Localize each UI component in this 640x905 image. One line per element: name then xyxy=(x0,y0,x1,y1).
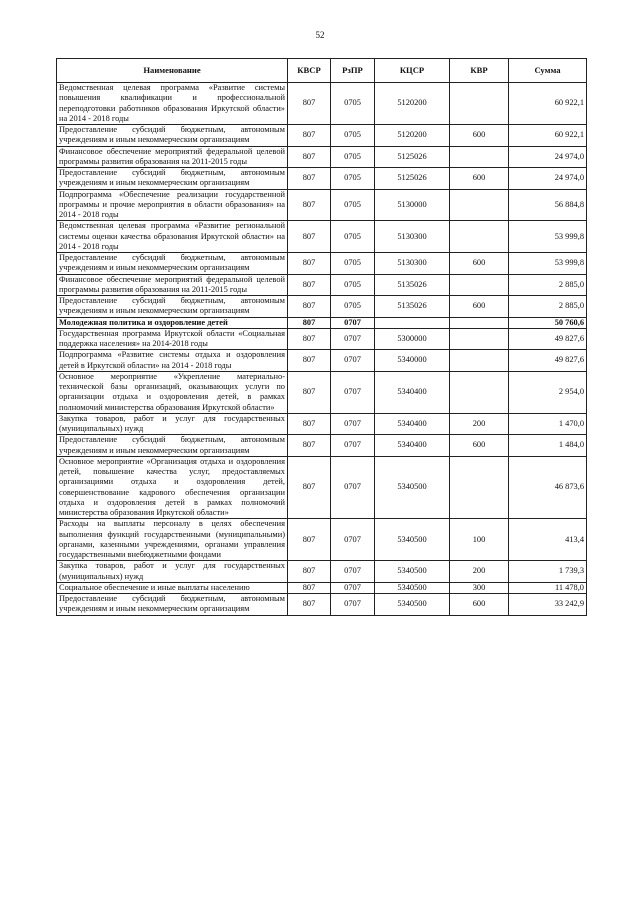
cell-kvsr: 807 xyxy=(288,582,331,593)
cell-kvsr: 807 xyxy=(288,168,331,190)
cell-kvr: 200 xyxy=(450,561,509,583)
cell-name: Предоставление субсидий бюджетным, автономным учреждениям и иным некоммерческим организациям xyxy=(57,296,288,318)
cell-kvr: 600 xyxy=(450,594,509,616)
cell-kcsr: 5120200 xyxy=(375,83,450,125)
cell-kcsr: 5130000 xyxy=(375,189,450,221)
cell-name: Расходы на выплаты персоналу в целях обеспечения выполнения функций государственными (муниципальными) органами, казенными учреждениями, органами управления государственными внебюджетными фондами xyxy=(57,519,288,561)
cell-name: Ведомственная целевая программа «Развитие системы повышения квалификации и профессиональной переподготовки работников образования Иркутской области» на 2014 - 2018 годы xyxy=(57,83,288,125)
cell-kvr: 600 xyxy=(450,435,509,457)
cell-rzpr: 0705 xyxy=(331,274,375,296)
cell-kvr: 600 xyxy=(450,253,509,275)
cell-name: Государственная программа Иркутской области «Социальная поддержка населения» на 2014-2018 годы xyxy=(57,328,288,350)
cell-rzpr: 0707 xyxy=(331,317,375,328)
cell-kcsr: 5130300 xyxy=(375,221,450,253)
cell-rzpr: 0707 xyxy=(331,413,375,435)
table-row xyxy=(57,328,587,350)
cell-name: Ведомственная целевая программа «Развитие региональной системы оценки качества образования Иркутской области» на 2014 - 2018 годы xyxy=(57,221,288,253)
cell-rzpr: 0705 xyxy=(331,168,375,190)
table-row xyxy=(57,146,587,168)
cell-sum: 33 242,9 xyxy=(509,594,587,616)
cell-name: Социальное обеспечение и иные выплаты населению xyxy=(57,582,288,593)
cell-sum: 2 954,0 xyxy=(509,371,587,413)
cell-kcsr: 5340000 xyxy=(375,350,450,372)
cell-rzpr: 0705 xyxy=(331,125,375,147)
cell-sum: 1 470,0 xyxy=(509,413,587,435)
table-row xyxy=(57,125,587,147)
cell-sum: 11 478,0 xyxy=(509,582,587,593)
cell-kvr xyxy=(450,83,509,125)
cell-name: Предоставление субсидий бюджетным, автономным учреждениям и иным некоммерческим организациям xyxy=(57,168,288,190)
cell-rzpr: 0705 xyxy=(331,221,375,253)
table-row xyxy=(57,371,587,413)
cell-kcsr: 5125026 xyxy=(375,146,450,168)
cell-rzpr: 0707 xyxy=(331,371,375,413)
cell-kcsr: 5135026 xyxy=(375,274,450,296)
cell-kvr xyxy=(450,328,509,350)
cell-rzpr: 0707 xyxy=(331,594,375,616)
cell-sum: 49 827,6 xyxy=(509,350,587,372)
page-number: 52 xyxy=(315,30,325,40)
header-name: Наименование xyxy=(57,59,288,83)
table-row xyxy=(57,189,587,221)
cell-kcsr: 5125026 xyxy=(375,168,450,190)
cell-kvsr: 807 xyxy=(288,350,331,372)
table-row xyxy=(57,317,587,328)
cell-kvr xyxy=(450,350,509,372)
cell-rzpr: 0707 xyxy=(331,328,375,350)
cell-name: Предоставление субсидий бюджетным, автономным учреждениям и иным некоммерческим организациям xyxy=(57,253,288,275)
cell-name: Подпрограмма «Развитие системы отдыха и оздоровления детей в Иркутской области» на 2014 - 2018 годы xyxy=(57,350,288,372)
cell-kcsr: 5340400 xyxy=(375,413,450,435)
cell-kvr xyxy=(450,221,509,253)
cell-kcsr: 5340500 xyxy=(375,456,450,519)
cell-name: Финансовое обеспечение мероприятий федеральной целевой программы развития образования на 2011-2015 годы xyxy=(57,274,288,296)
cell-sum: 24 974,0 xyxy=(509,146,587,168)
cell-sum: 53 999,8 xyxy=(509,221,587,253)
cell-kvsr: 807 xyxy=(288,328,331,350)
cell-kvsr: 807 xyxy=(288,519,331,561)
table-row xyxy=(57,456,587,519)
cell-name: Закупка товаров, работ и услуг для государственных (муниципальных) нужд xyxy=(57,561,288,583)
cell-kvr: 300 xyxy=(450,582,509,593)
cell-kvsr: 807 xyxy=(288,189,331,221)
cell-kcsr: 5135026 xyxy=(375,296,450,318)
cell-rzpr: 0705 xyxy=(331,189,375,221)
cell-kvsr: 807 xyxy=(288,561,331,583)
table-row xyxy=(57,221,587,253)
cell-kvr: 600 xyxy=(450,168,509,190)
table-row xyxy=(57,519,587,561)
header-row xyxy=(57,59,587,83)
table-body xyxy=(57,83,587,616)
cell-kvsr: 807 xyxy=(288,456,331,519)
cell-kcsr: 5340400 xyxy=(375,435,450,457)
cell-kvr xyxy=(450,274,509,296)
cell-name: Подпрограмма «Обеспечение реализации государственной программы и прочие мероприятия в области образования» на 2014 - 2018 годы xyxy=(57,189,288,221)
header-rzpr: РзПР xyxy=(331,59,375,83)
table-row xyxy=(57,253,587,275)
cell-sum: 56 884,8 xyxy=(509,189,587,221)
budget-table xyxy=(56,58,587,616)
cell-name: Основное мероприятие «Укрепление материально-технической базы организаций, оказывающих услуги по организации отдыха и оздоровления детей, в рамках полномочий министерства образования Иркутской области» xyxy=(57,371,288,413)
cell-kvsr: 807 xyxy=(288,413,331,435)
cell-sum: 2 885,0 xyxy=(509,296,587,318)
table-row xyxy=(57,435,587,457)
table-row xyxy=(57,561,587,583)
cell-sum: 50 760,6 xyxy=(509,317,587,328)
cell-kvr: 200 xyxy=(450,413,509,435)
cell-sum: 60 922,1 xyxy=(509,83,587,125)
cell-kvsr: 807 xyxy=(288,83,331,125)
table-row xyxy=(57,296,587,318)
cell-kcsr: 5340500 xyxy=(375,561,450,583)
cell-name: Финансовое обеспечение мероприятий федеральной целевой программы развития образования на 2011-2015 годы xyxy=(57,146,288,168)
cell-kvr: 600 xyxy=(450,125,509,147)
cell-rzpr: 0707 xyxy=(331,519,375,561)
table-row xyxy=(57,594,587,616)
cell-sum: 24 974,0 xyxy=(509,168,587,190)
cell-sum: 60 922,1 xyxy=(509,125,587,147)
cell-kvsr: 807 xyxy=(288,221,331,253)
cell-kcsr: 5120200 xyxy=(375,125,450,147)
cell-kcsr xyxy=(375,317,450,328)
cell-kvsr: 807 xyxy=(288,317,331,328)
cell-kvr xyxy=(450,371,509,413)
cell-sum: 49 827,6 xyxy=(509,328,587,350)
cell-name: Молодежная политика и оздоровление детей xyxy=(57,317,288,328)
cell-rzpr: 0705 xyxy=(331,83,375,125)
cell-rzpr: 0705 xyxy=(331,253,375,275)
cell-name: Предоставление субсидий бюджетным, автономным учреждениям и иным некоммерческим организациям xyxy=(57,594,288,616)
cell-kvsr: 807 xyxy=(288,594,331,616)
cell-kvr xyxy=(450,317,509,328)
cell-kcsr: 5340500 xyxy=(375,519,450,561)
table-row xyxy=(57,413,587,435)
table-row xyxy=(57,582,587,593)
cell-name: Основное мероприятие «Организация отдыха и оздоровления детей, повышение качества услуг, предоставляемых организациями отдыха и оздоровления детей, совершенствование кадрового обеспечения организации отдыха и оздоровления детей в рамках полномочий министерства образования Иркутской области» xyxy=(57,456,288,519)
cell-rzpr: 0707 xyxy=(331,561,375,583)
cell-kcsr: 5340500 xyxy=(375,582,450,593)
cell-kvr xyxy=(450,456,509,519)
cell-sum: 1 484,0 xyxy=(509,435,587,457)
cell-kvr: 100 xyxy=(450,519,509,561)
cell-kvr xyxy=(450,189,509,221)
cell-sum: 413,4 xyxy=(509,519,587,561)
cell-rzpr: 0707 xyxy=(331,350,375,372)
cell-sum: 1 739,3 xyxy=(509,561,587,583)
cell-kvsr: 807 xyxy=(288,296,331,318)
cell-rzpr: 0705 xyxy=(331,146,375,168)
header-sum: Сумма xyxy=(509,59,587,83)
cell-kvr xyxy=(450,146,509,168)
cell-rzpr: 0705 xyxy=(331,296,375,318)
cell-name: Закупка товаров, работ и услуг для государственных (муниципальных) нужд xyxy=(57,413,288,435)
header-kcsr: КЦСР xyxy=(375,59,450,83)
cell-rzpr: 0707 xyxy=(331,435,375,457)
cell-kcsr: 5340400 xyxy=(375,371,450,413)
cell-name: Предоставление субсидий бюджетным, автономным учреждениям и иным некоммерческим организациям xyxy=(57,435,288,457)
table-row xyxy=(57,83,587,125)
header-kvr: КВР xyxy=(450,59,509,83)
cell-kvsr: 807 xyxy=(288,274,331,296)
cell-kvsr: 807 xyxy=(288,435,331,457)
cell-sum: 46 873,6 xyxy=(509,456,587,519)
cell-rzpr: 0707 xyxy=(331,456,375,519)
cell-kvsr: 807 xyxy=(288,371,331,413)
cell-kvsr: 807 xyxy=(288,125,331,147)
cell-kcsr: 5300000 xyxy=(375,328,450,350)
cell-kcsr: 5340500 xyxy=(375,594,450,616)
header-kvsr: КВСР xyxy=(288,59,331,83)
table-row xyxy=(57,168,587,190)
cell-sum: 53 999,8 xyxy=(509,253,587,275)
table-row xyxy=(57,274,587,296)
cell-kvsr: 807 xyxy=(288,253,331,275)
cell-kvr: 600 xyxy=(450,296,509,318)
cell-name: Предоставление субсидий бюджетным, автономным учреждениям и иным некоммерческим организациям xyxy=(57,125,288,147)
cell-rzpr: 0707 xyxy=(331,582,375,593)
cell-kcsr: 5130300 xyxy=(375,253,450,275)
cell-sum: 2 885,0 xyxy=(509,274,587,296)
table-header xyxy=(57,59,587,83)
table-row xyxy=(57,350,587,372)
cell-kvsr: 807 xyxy=(288,146,331,168)
